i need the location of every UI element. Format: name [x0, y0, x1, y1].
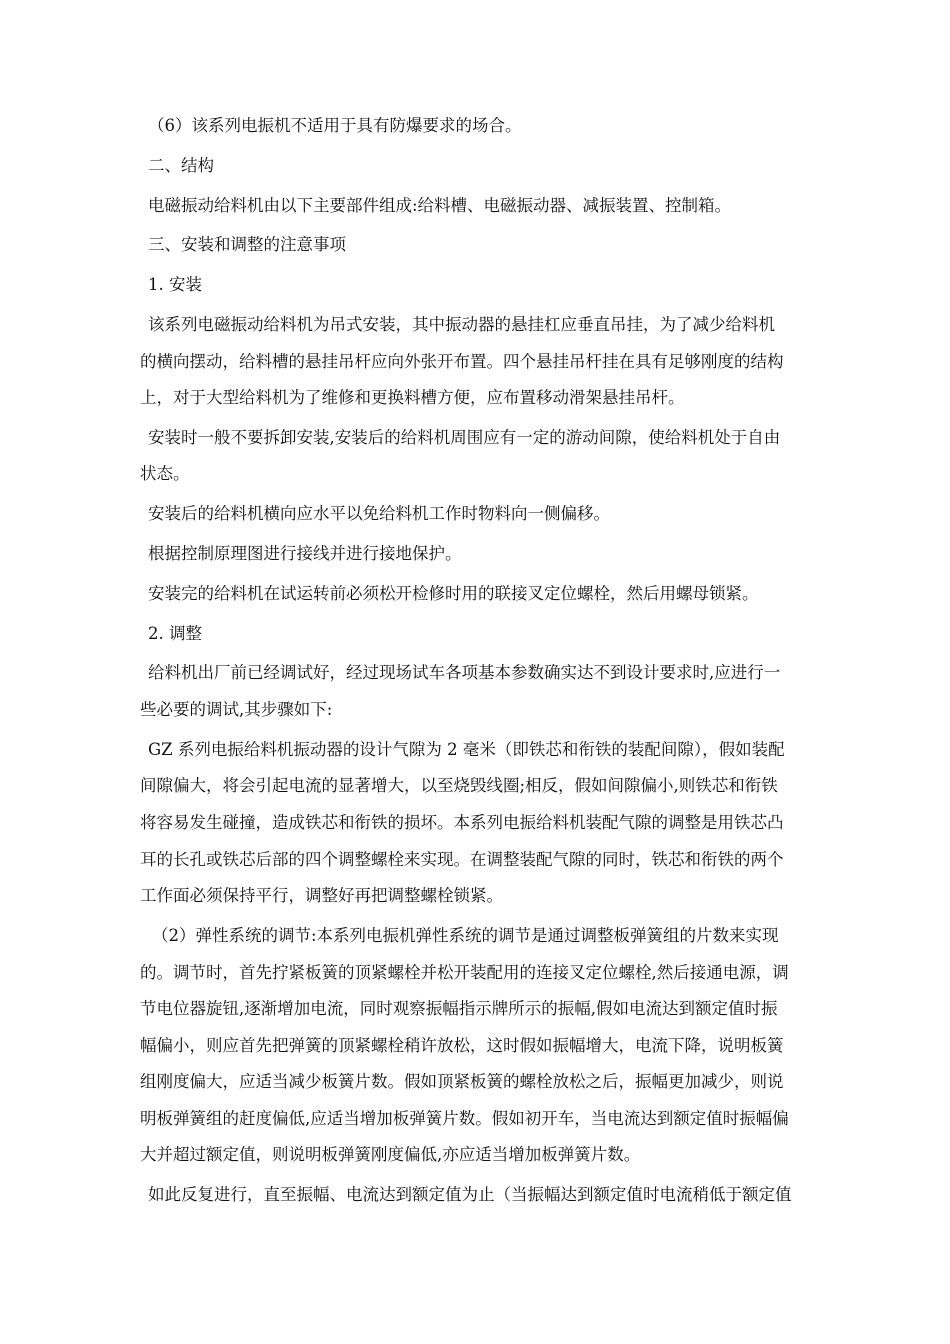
- text-line: 如此反复进行，直至振幅、电流达到额定值为止（当振幅达到额定值时电流稍低于额定值: [148, 1185, 792, 1205]
- paragraph-explosion-note: [140, 108, 820, 145]
- paragraph-level: [140, 496, 820, 533]
- text-line: 的。调节时，首先拧紧板簧的顶紧螺栓并松开装配用的连接叉定位螺栓,然后接通电源，调: [140, 962, 789, 982]
- section-heading-installation-adjustment: [140, 227, 820, 264]
- text-line: 安装完的给料机在试运转前必须松开检修时用的联接叉定位螺栓，然后用螺母锁紧。: [148, 583, 759, 603]
- text-line: （6）该系列电振机不适用于具有防爆要求的场合。: [148, 116, 522, 135]
- text-line: 安装时一般不要拆卸安装,安装后的给料机周围应有一定的游动间隙，使给料机处于自由: [148, 427, 781, 447]
- paragraph-repeat: [140, 1177, 820, 1214]
- text-line: 间隙偏大，将会引起电流的显著增大，以至烧毁线圈;相反，假如间隙偏小,则铁芯和衔铁: [140, 776, 778, 796]
- paragraph-elastic-system: [140, 918, 820, 1174]
- text-line: 些必要的调试,其步骤如下:: [140, 699, 333, 719]
- document-body: [140, 108, 820, 1214]
- text-line: 将容易发生碰撞，造成铁芯和衔铁的损坏。本系列电振给料机装配气隙的调整是用铁芯凸: [140, 812, 784, 832]
- paragraph-wiring: [140, 536, 820, 573]
- text-line: 明板弹簧组的赶度偏低,应适当增加板弹簧片数。假如初开车，当电流达到额定值时振幅偏: [140, 1108, 789, 1128]
- text-line: 根据控制原理图进行接线并进行接地保护。: [148, 544, 462, 564]
- paragraph-hanging-installation: [140, 307, 820, 417]
- text-line: 状态。: [140, 464, 190, 484]
- text-line: 三、安装和调整的注意事项: [148, 235, 346, 255]
- text-line: （2）弹性系统的调节:本系列电振机弹性系统的调节是通过调整板弹簧组的片数来实现: [152, 925, 779, 945]
- text-line: 节电位器旋钮,逐渐增加电流，同时观察振幅指示牌所示的振幅,假如电流达到额定值时振: [140, 999, 778, 1019]
- paragraph-air-gap: [140, 732, 820, 915]
- paragraph-clearance: [140, 420, 820, 493]
- text-line: 给料机出厂前已经调试好，经过现场试车各项基本参数确实达不到设计要求时,应进行一: [148, 663, 781, 683]
- text-line: 该系列电磁振动给料机为吊式安装，其中振动器的悬挂杠应垂直吊挂，为了减少给料机: [148, 314, 775, 334]
- text-line: 大并超过额定值，则说明板弹簧刚度偏低,亦应适当增加板弹簧片数。: [140, 1145, 641, 1165]
- paragraph-factory-tuned: [140, 655, 820, 728]
- text-line: 上，对于大型给料机为了维修和更换料槽方便，应布置移动滑架悬挂吊杆。: [140, 388, 685, 408]
- text-line: 1. 安装: [148, 275, 202, 295]
- subheading-installation: [140, 267, 820, 304]
- text-line: 2. 调整: [148, 623, 202, 643]
- subheading-adjustment: [140, 616, 820, 653]
- text-line: 安装后的给料机横向应水平以免给料机工作时物料向一侧偏移。: [148, 504, 610, 524]
- text-line: GZ 系列电振给料机振动器的设计气隙为 2 毫米（即铁芯和衔铁的装配间隙），假如装配: [148, 739, 785, 759]
- text-line: 工作面必须保持平行，调整好再把调整螺栓锁紧。: [140, 886, 503, 906]
- text-line: 幅偏小，则应首先把弹簧的顶紧螺栓稍许放松，这时假如振幅增大，电流下降，说明板簧: [140, 1035, 784, 1055]
- text-line: 的横向摆动，给料槽的悬挂吊杆应向外张开布置。四个悬挂吊杆挂在具有足够刚度的结构: [140, 351, 784, 371]
- paragraph-bolt-release: [140, 576, 820, 613]
- section-heading-structure: [140, 148, 820, 185]
- paragraph-components: [140, 188, 820, 225]
- text-line: 二、结构: [148, 155, 214, 175]
- text-line: 组刚度偏大，应适当减少板簧片数。假如顶紧板簧的螺栓放松之后，振幅更加减少，则说: [140, 1072, 784, 1092]
- text-line: 电磁振动给料机由以下主要部件组成:给料槽、电磁振动器、减振装置、控制箱。: [148, 195, 732, 215]
- text-line: 耳的长孔或铁芯后部的四个调整螺栓来实现。在调整装配气隙的同时，铁芯和衔铁的两个: [140, 849, 784, 869]
